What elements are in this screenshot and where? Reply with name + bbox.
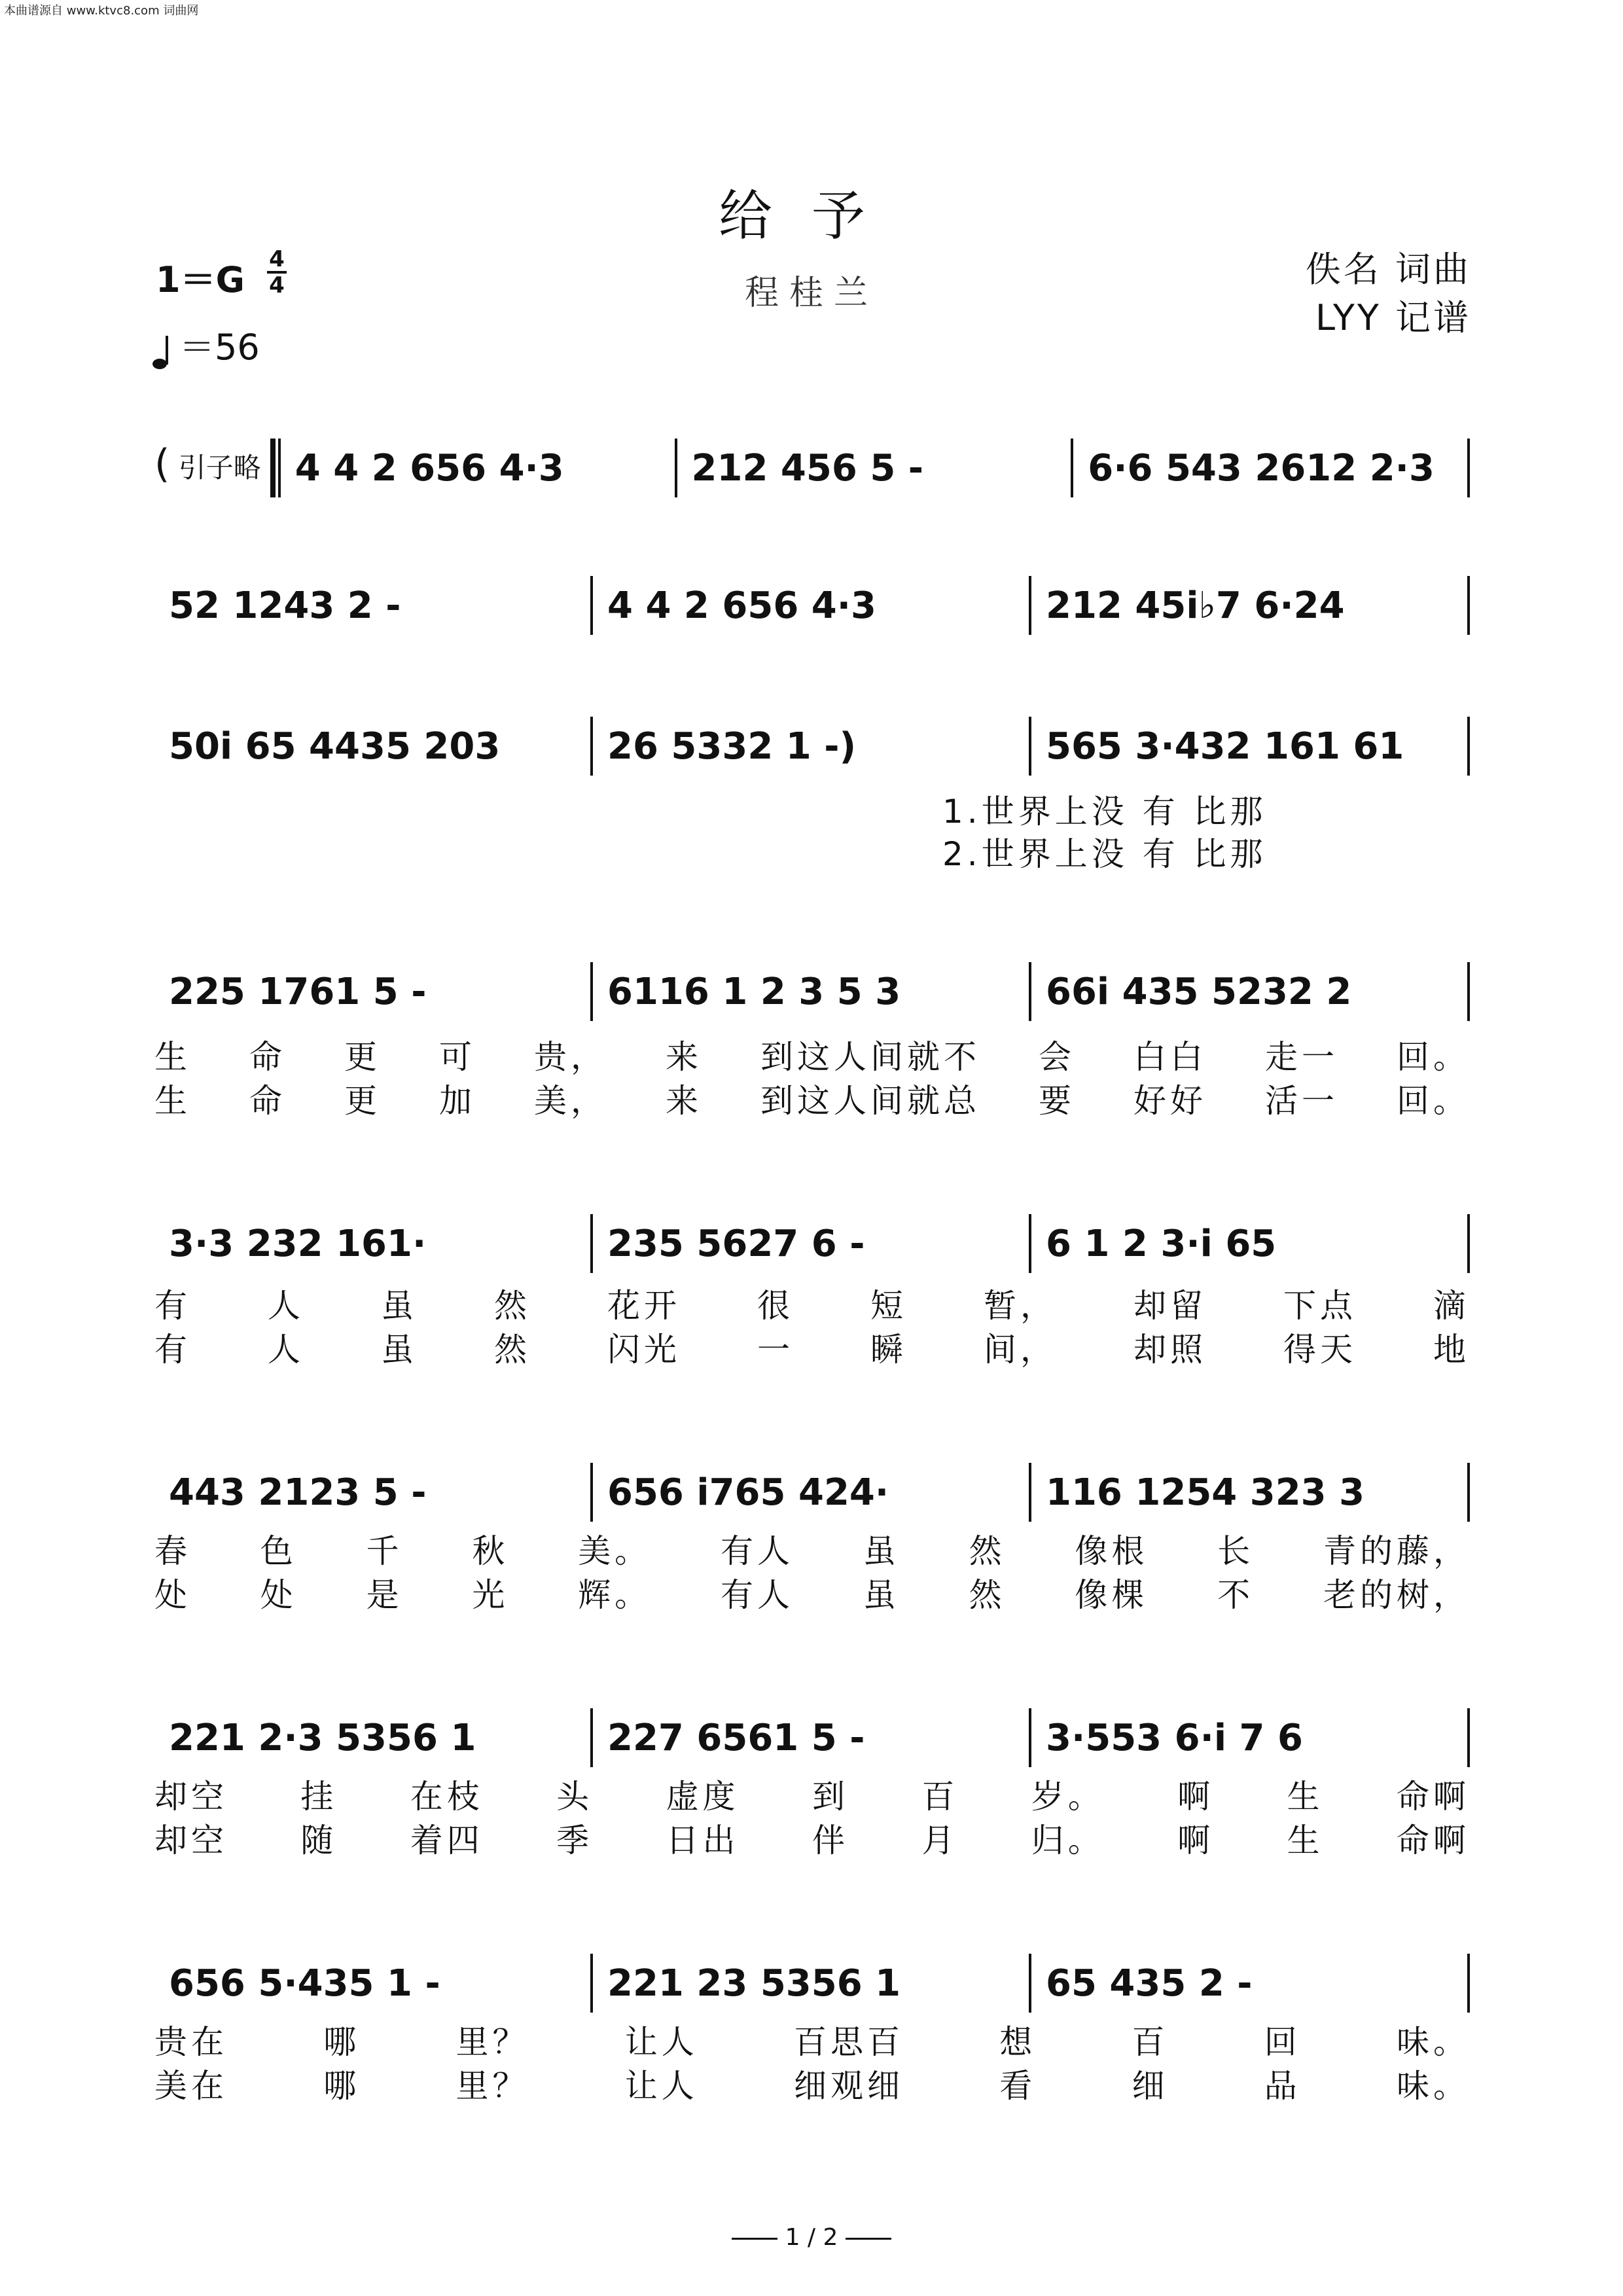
- lyrics-row-3-verse-1: 1.世界上没 有 比那: [942, 793, 1267, 831]
- lyric: 可: [439, 1038, 476, 1076]
- lyric: 挂: [300, 1778, 338, 1816]
- lyric: 细观细: [794, 2067, 904, 2105]
- lyric: 很: [757, 1287, 794, 1325]
- score-row-4: [154, 949, 1470, 1021]
- lyric: 到: [812, 1778, 849, 1816]
- lyric: 贵在: [154, 2023, 228, 2061]
- lyric: 虽: [381, 1331, 418, 1369]
- lyrics-row-3-verse-2: 2.世界上没 有 比那: [942, 835, 1267, 873]
- lyric: 辉。: [578, 1576, 652, 1614]
- measure: 656 5·435 1 -: [169, 1962, 440, 2005]
- lyric: 更: [344, 1082, 381, 1120]
- lyric: 下点: [1283, 1287, 1357, 1325]
- lyric: 里？: [455, 2023, 529, 2061]
- measure: 66i 435 5232 2: [1046, 971, 1352, 1013]
- lyric: 细: [1132, 2067, 1169, 2105]
- measure: 212 456 5 -: [691, 447, 924, 490]
- lyric: 有人: [720, 1576, 794, 1614]
- lyric: 百: [1132, 2023, 1169, 2061]
- lyric: 来: [666, 1038, 702, 1076]
- singer-name: 程桂兰: [744, 274, 878, 313]
- intro-note: ( 引子略: [154, 441, 261, 487]
- lyric: 白白: [1133, 1038, 1207, 1076]
- lyric: 有人: [720, 1532, 794, 1570]
- score-row-1: [154, 425, 1470, 497]
- lyric: 在枝: [410, 1778, 484, 1816]
- bar-line: [1467, 576, 1470, 635]
- lyric: 是: [366, 1576, 403, 1614]
- lyrics-row-5-verse-1: [154, 1280, 1470, 1327]
- bar-line: [1467, 1954, 1470, 2013]
- lyric: 更: [344, 1038, 381, 1076]
- lyric: 人: [268, 1287, 304, 1325]
- measure: 26 5332 1 -): [607, 725, 857, 768]
- lyric: 到这人间就总: [760, 1082, 980, 1120]
- lyric: 秋: [472, 1532, 509, 1570]
- bar-line: [1467, 439, 1470, 497]
- measure: 227 6561 5 -: [607, 1717, 865, 1759]
- measure: 225 1761 5 -: [169, 971, 427, 1013]
- lyric: 地: [1433, 1331, 1470, 1369]
- lyric: 加: [439, 1082, 476, 1120]
- source-note: 本曲谱源自 www.ktvc8.com 词曲网: [4, 4, 199, 18]
- lyric: 虚度: [666, 1778, 740, 1816]
- score-row-2: [154, 563, 1470, 635]
- lyric: 美。: [578, 1532, 652, 1570]
- lyrics-row-7-verse-2: [154, 1814, 1470, 1861]
- lyric: 老的树，: [1323, 1576, 1470, 1614]
- lyric: 得天: [1283, 1331, 1357, 1369]
- lyric: 千: [366, 1532, 403, 1570]
- measure: 3·553 6·i 7 6: [1046, 1717, 1303, 1759]
- measure: 656 i765 424·: [607, 1471, 889, 1514]
- measure: 221 2·3 5356 1: [169, 1717, 476, 1759]
- lyrics-row-8-verse-2: [154, 2060, 1470, 2107]
- measure: 235 5627 6 -: [607, 1223, 865, 1265]
- measure: 565 3·432 161 61: [1046, 725, 1404, 768]
- lyric: 岁。: [1031, 1778, 1105, 1816]
- lyric: 滴: [1433, 1287, 1470, 1325]
- lyric: 伴: [812, 1821, 849, 1859]
- measure: 443 2123 5 -: [169, 1471, 427, 1514]
- lyric: 暂，: [984, 1287, 1057, 1325]
- measure: 65 435 2 -: [1046, 1962, 1253, 2005]
- lyric: 头: [556, 1778, 594, 1816]
- page-footer: [0, 2224, 1623, 2251]
- lyric: 然: [494, 1331, 531, 1369]
- lyric: 却空: [154, 1821, 228, 1859]
- lyric: 闪光: [607, 1331, 681, 1369]
- tempo-marking: [152, 319, 260, 370]
- measure: 3·3 232 161·: [169, 1223, 427, 1265]
- lyric: 啊: [1177, 1821, 1215, 1859]
- lyric: 味。: [1397, 2023, 1470, 2061]
- lyric: 不: [1217, 1576, 1255, 1614]
- lyrics-row-7-verse-1: [154, 1770, 1470, 1818]
- measure: 50i 65 4435 203: [169, 725, 501, 768]
- lyric: 归。: [1031, 1821, 1105, 1859]
- lyric: 品: [1264, 2067, 1301, 2105]
- lyric: 回: [1264, 2023, 1301, 2061]
- lyrics-row-8-verse-1: [154, 2016, 1470, 2063]
- lyric: 让人: [624, 2067, 698, 2105]
- lyric: 生: [1287, 1778, 1324, 1816]
- time-signature-bottom: 4: [269, 272, 285, 298]
- lyric: 哪: [323, 2023, 361, 2061]
- repeat-start-bar: [270, 439, 281, 497]
- lyric: 瞬: [870, 1331, 907, 1369]
- lyric: 色: [260, 1532, 297, 1570]
- lyric: 美，: [534, 1082, 607, 1120]
- credits-composer: 佚名 词曲: [1305, 249, 1471, 290]
- measure: 6 1 2 3·i 65: [1046, 1223, 1277, 1265]
- lyric: 让人: [624, 2023, 698, 2061]
- measure: 4 4 2 656 4·3: [294, 447, 564, 490]
- lyric: 来: [666, 1082, 702, 1120]
- lyric: 贵，: [534, 1038, 607, 1076]
- lyrics-row-4-verse-2: [154, 1075, 1470, 1122]
- score-row-6: [154, 1450, 1470, 1522]
- lyric: 百思百: [794, 2023, 904, 2061]
- lyric: 美在: [154, 2067, 228, 2105]
- lyric: 啊: [1177, 1778, 1215, 1816]
- lyric: 命啊: [1396, 1821, 1470, 1859]
- lyric: 看: [999, 2067, 1037, 2105]
- intro-label: 引子略: [178, 452, 261, 484]
- bar-line: [1467, 1708, 1470, 1767]
- key-signature: 1＝G: [156, 259, 245, 300]
- lyric: 一: [757, 1331, 794, 1369]
- score-row-3: [154, 704, 1470, 776]
- credits-transcriber: LYY 记谱: [1315, 297, 1471, 338]
- lyric: 日出: [666, 1821, 740, 1859]
- lyric: 间，: [984, 1331, 1057, 1369]
- lyric: 然: [969, 1532, 1006, 1570]
- measure: 212 45i♭7 6·24: [1046, 584, 1345, 627]
- tempo-value: ＝56: [179, 327, 260, 368]
- bar-line: [1467, 1214, 1470, 1273]
- measure: 221 23 5356 1: [607, 1962, 901, 2005]
- lyric: 却照: [1133, 1331, 1207, 1369]
- lyric: 百: [921, 1778, 959, 1816]
- score-row-5: [154, 1201, 1470, 1273]
- page-number: 1 / 2: [785, 2224, 838, 2251]
- lyric: 青的藤，: [1323, 1532, 1470, 1570]
- time-signature: [267, 247, 287, 297]
- lyrics-row-4-verse-1: [154, 1031, 1470, 1078]
- lyrics-row-6-verse-2: [154, 1569, 1470, 1616]
- lyric: 回。: [1397, 1038, 1470, 1076]
- lyric: 要: [1039, 1082, 1075, 1120]
- lyric: 光: [472, 1576, 509, 1614]
- time-signature-top: 4: [269, 246, 285, 272]
- measure: 116 1254 323 3: [1046, 1471, 1365, 1514]
- lyric: 活一: [1265, 1082, 1338, 1120]
- lyric: 月: [921, 1821, 959, 1859]
- lyric: 到这人间就不: [760, 1038, 980, 1076]
- measure: 6116 1 2 3 5 3: [607, 971, 901, 1013]
- lyric: 却空: [154, 1778, 228, 1816]
- measure: 6·6 543 2612 2·3: [1088, 447, 1435, 490]
- bar-line: [1467, 962, 1470, 1021]
- measure: 52 1243 2 -: [169, 584, 401, 627]
- lyric: 有: [154, 1287, 191, 1325]
- lyric: 花开: [607, 1287, 681, 1325]
- lyric: 然: [494, 1287, 531, 1325]
- bar-line: [1467, 1463, 1470, 1522]
- credits: [1306, 245, 1471, 342]
- lyric: 想: [999, 2023, 1037, 2061]
- song-title: 给予: [718, 185, 904, 247]
- lyric: 走一: [1265, 1038, 1338, 1076]
- measure: 4 4 2 656 4·3: [607, 584, 876, 627]
- lyric: 处: [260, 1576, 297, 1614]
- lyric: 生: [154, 1082, 191, 1120]
- lyric: 命: [249, 1038, 286, 1076]
- lyric: 虽: [381, 1287, 418, 1325]
- lyric: 虽: [863, 1576, 900, 1614]
- lyric: 哪: [323, 2067, 361, 2105]
- lyric: 春: [154, 1532, 191, 1570]
- lyric: 生: [1287, 1821, 1324, 1859]
- lyric: 里？: [455, 2067, 529, 2105]
- footer-rule: [846, 2238, 891, 2240]
- lyric: 长: [1217, 1532, 1255, 1570]
- quarter-note-icon: [152, 334, 174, 370]
- lyric: 像根: [1075, 1532, 1149, 1570]
- lyric: 着四: [410, 1821, 484, 1859]
- lyric: 有: [154, 1331, 191, 1369]
- lyric: 回。: [1397, 1082, 1470, 1120]
- lyric: 像棵: [1075, 1576, 1149, 1614]
- lyric: 命: [249, 1082, 286, 1120]
- lyric: 却留: [1133, 1287, 1207, 1325]
- lyric: 味。: [1397, 2067, 1470, 2105]
- bar-line: [1467, 717, 1470, 776]
- lyric: 生: [154, 1038, 191, 1076]
- lyric: 人: [268, 1331, 304, 1369]
- lyric: 短: [870, 1287, 907, 1325]
- footer-rule: [732, 2238, 777, 2240]
- lyric: 会: [1039, 1038, 1075, 1076]
- lyrics-row-5-verse-2: [154, 1323, 1470, 1371]
- lyrics-row-6-verse-1: [154, 1525, 1470, 1572]
- lyric: 季: [556, 1821, 594, 1859]
- lyric: 然: [969, 1576, 1006, 1614]
- score-row-7: [154, 1695, 1470, 1767]
- lyric: 命啊: [1396, 1778, 1470, 1816]
- score-row-8: [154, 1941, 1470, 2013]
- lyric: 好好: [1133, 1082, 1207, 1120]
- lyric: 随: [300, 1821, 338, 1859]
- lyric: 处: [154, 1576, 191, 1614]
- lyric: 虽: [863, 1532, 900, 1570]
